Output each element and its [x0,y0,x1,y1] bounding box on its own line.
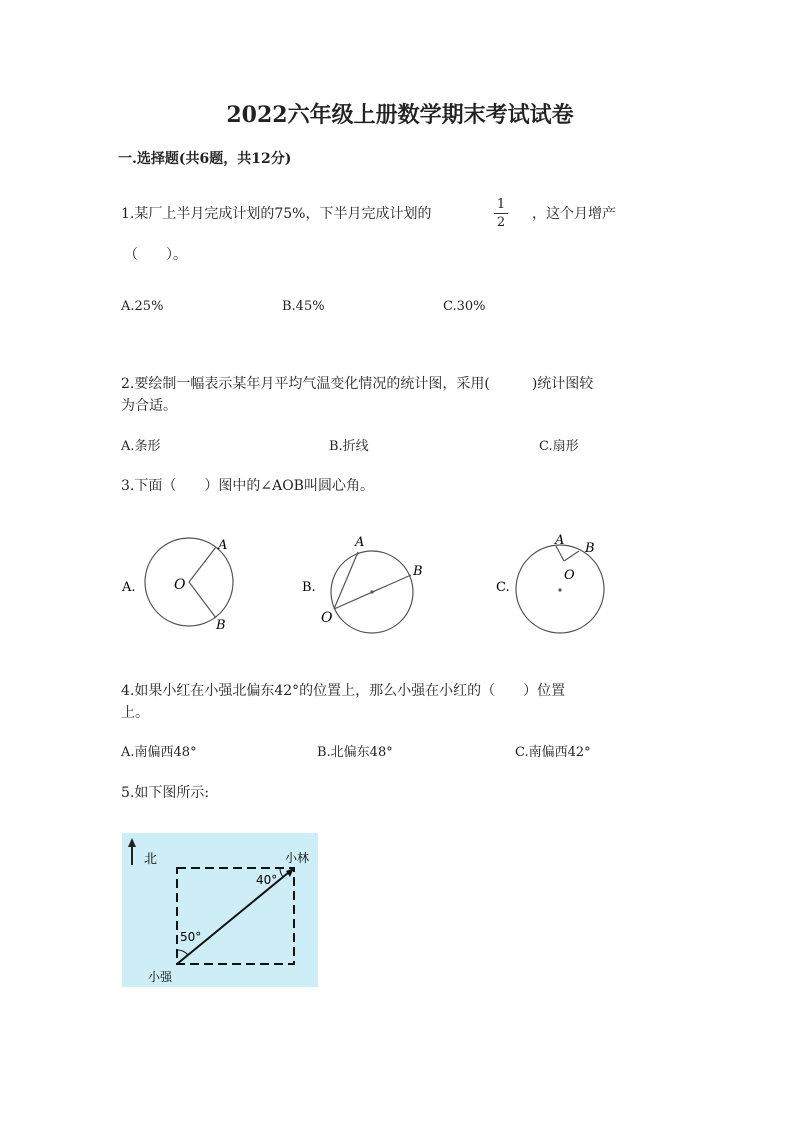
figure-a-radius-ob [189,582,216,618]
figure-a-a: A [218,538,228,553]
q2-option-b[interactable]: B.折线 [329,439,369,454]
xiaolin-label: 小林 [285,851,310,865]
page-title: 2022六年级上册数学期末考试试卷 [226,102,574,128]
figure-b-o: O [321,610,333,626]
q1-option-a[interactable]: A.25% [121,299,164,314]
figure-c-o: O [564,568,575,583]
q4-option-a[interactable]: A.南偏西48° [121,745,197,760]
angle-label-top: 40° [256,873,278,887]
fraction-denominator: 2 [496,215,506,230]
figure-b-b: B [413,564,423,579]
figure-a-o: O [174,577,186,593]
figure-b[interactable] [302,535,423,633]
q2-option-a[interactable]: A.条形 [121,439,161,454]
q3-figures [118,530,658,645]
question-1-text: 1.某厂上半月完成计划的75%，下半月完成计划的 [121,206,432,222]
figure-c[interactable] [496,533,604,633]
direction-map [122,833,318,987]
question-2-line1: 2.要绘制一幅表示某年月平均气温变化情况的统计图，采用( )统计图较 [121,376,594,392]
question-1-text-after: ，这个月增产 [532,206,616,222]
question-5-text: 5.如下图所示: [121,785,210,801]
figure-a-label: A. [122,580,136,595]
north-label: 北 [144,852,158,867]
figure-c-b: B [585,541,595,556]
question-2-line2: 为合适。 [121,398,177,414]
q1-option-c[interactable]: C.30% [443,299,486,314]
angle-label-bottom: 50° [180,930,202,944]
q4-option-b[interactable]: B.北偏东48° [317,745,393,760]
figure-a-radius-oa [189,547,216,582]
figure-b-label: B. [302,580,316,595]
figure-c-label: C. [496,580,510,595]
figure-a-b: B [216,618,226,633]
q1-option-b[interactable]: B.45% [282,299,325,314]
fraction-bar [494,213,508,214]
xiaoqiang-label: 小强 [148,970,173,984]
q4-option-c[interactable]: C.南偏西42° [515,745,591,760]
question-4-line2: 上。 [121,705,149,721]
fraction-one-half [494,197,508,230]
fraction-numerator: 1 [496,197,506,212]
section-heading: 一.选择题(共6题，共12分) [118,151,292,167]
figure-c-segment-oa [556,546,564,561]
figure-a[interactable] [121,538,233,633]
question-4-line1: 4.如果小红在小强北偏东42°的位置上，那么小强在小红的（ ）位置 [121,683,566,699]
question-1-blank: （ ）。 [124,247,187,263]
figure-c-center-dot [558,588,561,591]
figure-c-a: A [555,533,565,548]
question-3-text: 3.下面（ ）图中的∠AOB叫圆心角。 [121,478,374,494]
figure-c-segment-ob [564,551,579,561]
q2-option-c[interactable]: C.扇形 [539,439,579,454]
figure-b-a: A [355,535,365,550]
